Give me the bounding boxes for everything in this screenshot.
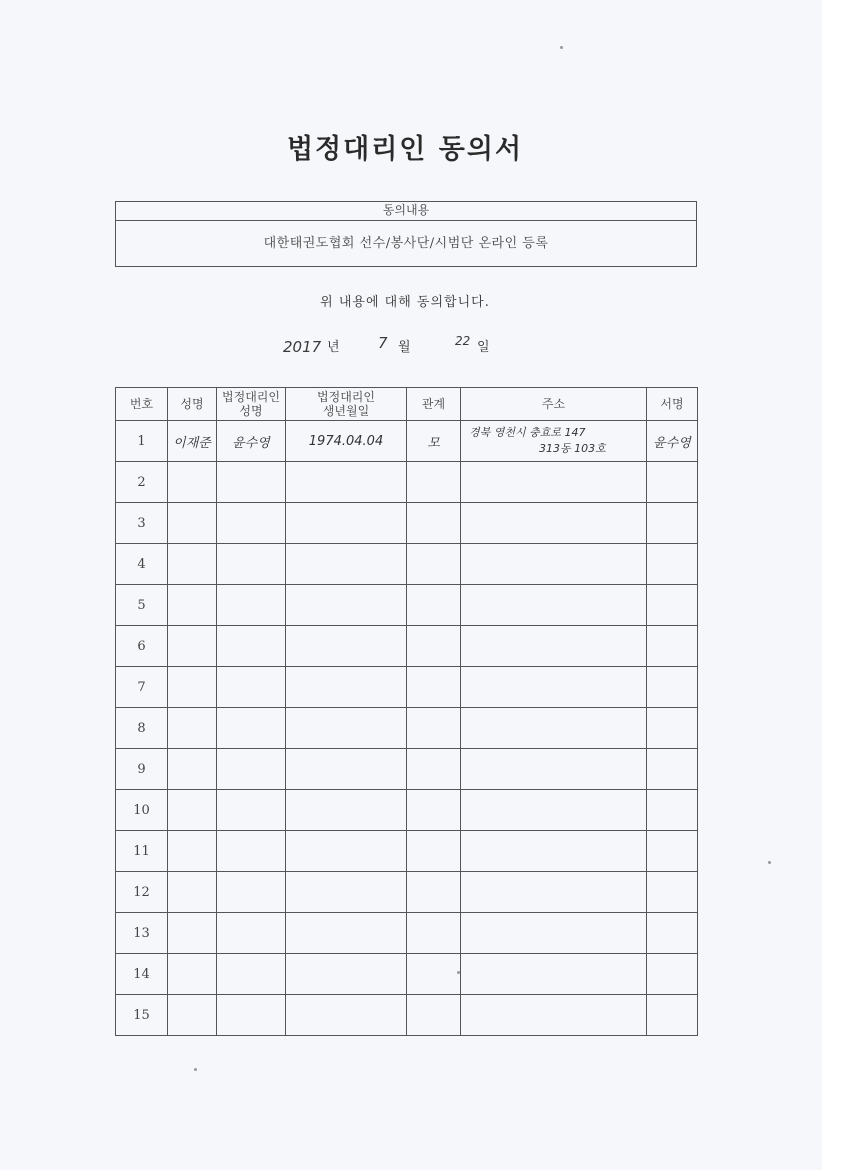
date-day-label: 일 (477, 340, 490, 355)
date-day-value: 22 (455, 334, 471, 348)
student-name (168, 585, 217, 626)
student-name: 이재준 (168, 421, 217, 462)
relation (407, 585, 461, 626)
student-name (168, 872, 217, 913)
address (461, 749, 647, 790)
header-signature: 서명 (647, 388, 698, 421)
guardian-birth (286, 585, 407, 626)
guardian-name (217, 626, 286, 667)
date-year-label: 년 (327, 340, 340, 355)
header-no: 번호 (116, 388, 168, 421)
student-name (168, 790, 217, 831)
signature (647, 790, 698, 831)
row-number: 5 (116, 585, 168, 626)
address (461, 913, 647, 954)
table-row (116, 913, 698, 954)
agreement-text: 위 내용에 대해 동의합니다. (320, 295, 490, 310)
relation (407, 626, 461, 667)
guardian-birth (286, 708, 407, 749)
guardian-name: 윤수영 (217, 421, 286, 462)
date-year-value: 2017 (283, 338, 322, 356)
guardian-birth (286, 462, 407, 503)
header-relation: 관계 (407, 388, 461, 421)
scan-speck (768, 861, 771, 864)
table-row (116, 421, 698, 462)
signature (647, 585, 698, 626)
consent-header: 동의내용 (116, 202, 696, 221)
table-row (116, 544, 698, 585)
student-name (168, 831, 217, 872)
signature (647, 544, 698, 585)
table-row (116, 831, 698, 872)
row-number: 8 (116, 708, 168, 749)
address (461, 462, 647, 503)
guardian-birth (286, 995, 407, 1036)
student-name (168, 749, 217, 790)
page-title: 법정대리인 동의서 (286, 134, 524, 165)
relation (407, 667, 461, 708)
signature (647, 462, 698, 503)
guardian-name (217, 503, 286, 544)
date-month-label: 월 (398, 340, 411, 355)
table-row (116, 749, 698, 790)
guardian-name (217, 708, 286, 749)
row-number: 14 (116, 954, 168, 995)
address-line-1: 경북 영천시 충효로 147 (469, 426, 586, 439)
table-header-row (116, 388, 698, 421)
student-name (168, 667, 217, 708)
guardian-name (217, 913, 286, 954)
row-number: 15 (116, 995, 168, 1036)
guardian-birth (286, 667, 407, 708)
relation (407, 954, 461, 995)
guardian-birth: 1974.04.04 (286, 421, 407, 462)
student-name (168, 708, 217, 749)
student-name (168, 954, 217, 995)
row-number: 13 (116, 913, 168, 954)
row-number: 2 (116, 462, 168, 503)
relation (407, 503, 461, 544)
signature (647, 954, 698, 995)
address (461, 626, 647, 667)
guardian-name (217, 667, 286, 708)
relation (407, 995, 461, 1036)
table-row (116, 872, 698, 913)
header-guardian-birth: 법정대리인 생년월일 (286, 388, 407, 421)
guardian-name (217, 790, 286, 831)
student-name (168, 503, 217, 544)
signature (647, 667, 698, 708)
row-number: 1 (116, 421, 168, 462)
address (461, 708, 647, 749)
table-row (116, 626, 698, 667)
table-row (116, 667, 698, 708)
guardian-name (217, 544, 286, 585)
guardian-name (217, 831, 286, 872)
signature (647, 708, 698, 749)
guardian-birth (286, 544, 407, 585)
student-name (168, 544, 217, 585)
table-row (116, 790, 698, 831)
scan-speck (194, 1068, 197, 1071)
row-number: 4 (116, 544, 168, 585)
guardian-birth (286, 913, 407, 954)
row-number: 6 (116, 626, 168, 667)
guardian-birth (286, 503, 407, 544)
header-name: 성명 (168, 388, 217, 421)
address-line-2: 313동 103호 (539, 442, 606, 455)
consent-box (115, 201, 697, 267)
guardian-name (217, 954, 286, 995)
signature (647, 831, 698, 872)
consent-content: 대한태권도협회 선수/봉사단/시범단 온라인 등록 (263, 236, 549, 251)
row-number: 10 (116, 790, 168, 831)
address (461, 995, 647, 1036)
address (461, 790, 647, 831)
scan-edge (822, 0, 850, 1170)
table-row (116, 462, 698, 503)
relation (407, 462, 461, 503)
guardian-name (217, 749, 286, 790)
relation (407, 831, 461, 872)
header-address: 주소 (461, 388, 647, 421)
address (461, 667, 647, 708)
relation (407, 872, 461, 913)
signature (647, 995, 698, 1036)
guardian-name (217, 462, 286, 503)
address (461, 585, 647, 626)
guardian-birth (286, 954, 407, 995)
signature (647, 749, 698, 790)
table-row (116, 585, 698, 626)
guardian-birth (286, 872, 407, 913)
signature: 윤수영 (647, 421, 698, 462)
relation (407, 544, 461, 585)
signature (647, 503, 698, 544)
address (461, 954, 647, 995)
guardian-birth (286, 831, 407, 872)
relation (407, 749, 461, 790)
student-name (168, 995, 217, 1036)
guardian-birth (286, 749, 407, 790)
guardian-birth (286, 790, 407, 831)
table-row (116, 503, 698, 544)
signature (647, 626, 698, 667)
student-name (168, 626, 217, 667)
relation (407, 790, 461, 831)
student-name (168, 913, 217, 954)
signature (647, 913, 698, 954)
scan-speck (457, 971, 460, 974)
relation (407, 913, 461, 954)
guardian-name (217, 585, 286, 626)
row-number: 11 (116, 831, 168, 872)
header-guardian-name: 법정대리인 성명 (217, 388, 286, 421)
relation: 모 (407, 421, 461, 462)
guardian-name (217, 995, 286, 1036)
guardian-birth (286, 626, 407, 667)
table-row (116, 954, 698, 995)
relation (407, 708, 461, 749)
row-number: 12 (116, 872, 168, 913)
table-row (116, 995, 698, 1036)
row-number: 9 (116, 749, 168, 790)
scan-speck (560, 46, 563, 49)
guardian-table (115, 387, 698, 1036)
address (461, 872, 647, 913)
date-month-value: 7 (378, 334, 388, 352)
address (461, 421, 647, 462)
row-number: 7 (116, 667, 168, 708)
student-name (168, 462, 217, 503)
guardian-name (217, 872, 286, 913)
address (461, 544, 647, 585)
row-number: 3 (116, 503, 168, 544)
table-row (116, 708, 698, 749)
address (461, 503, 647, 544)
signature (647, 872, 698, 913)
address (461, 831, 647, 872)
